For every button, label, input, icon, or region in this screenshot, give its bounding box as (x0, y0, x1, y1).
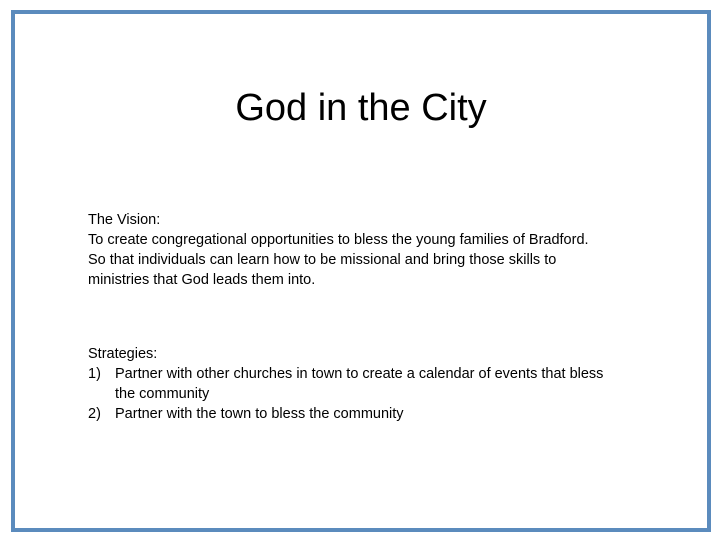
slide-title: God in the City (235, 87, 487, 129)
strategy-list (88, 364, 688, 424)
vision-section (88, 210, 688, 290)
strategies-section (88, 344, 688, 424)
strategy-item (88, 404, 688, 424)
strategy-number: 1) (88, 366, 101, 382)
strategy-text: Partner with other churches in town to create a calendar of events that bless (115, 366, 604, 382)
strategy-number: 2) (88, 406, 101, 422)
vision-line: To create congregational opportunities to bless the young families of Bradford. (88, 232, 589, 248)
strategy-text: the community (115, 386, 210, 402)
vision-line: ministries that God leads them into. (88, 272, 316, 288)
strategies-heading: Strategies: (88, 346, 158, 362)
strategy-item (88, 364, 688, 404)
vision-heading: The Vision: (88, 212, 161, 228)
vision-line: So that individuals can learn how to be missional and bring those skills to (88, 252, 557, 268)
slide-frame (11, 10, 711, 532)
strategy-text: Partner with the town to bless the community (115, 406, 404, 422)
